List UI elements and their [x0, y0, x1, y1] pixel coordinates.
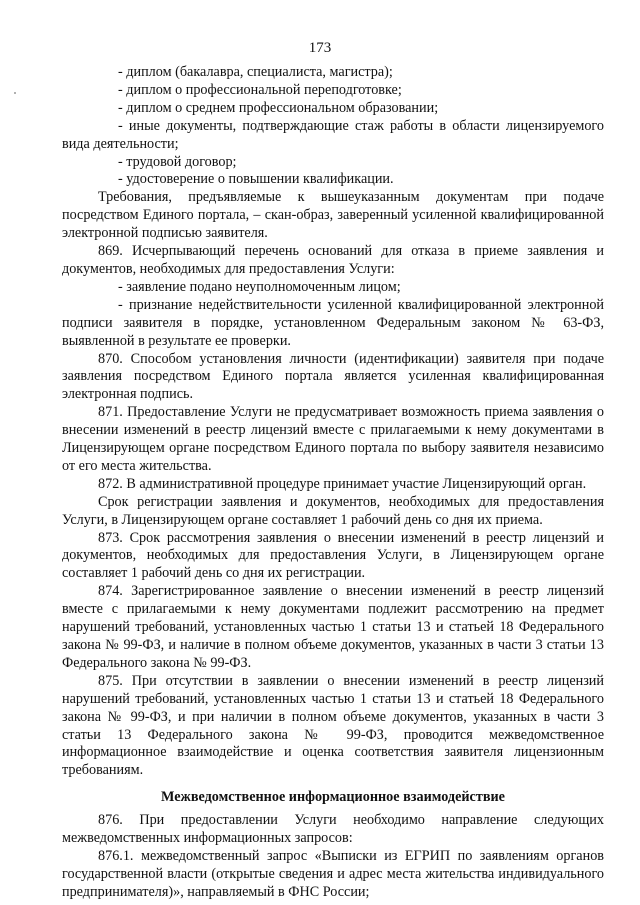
page-number: 173	[308, 40, 332, 56]
paragraph: 876.1. межведомственный запрос «Выписки из ЕГРИП по заявлениям органов государственной власти (открытые сведения и адрес места жительства индивидуального предпринимателя)», направляемый в ФНС России;	[62, 847, 604, 900]
paragraph: 874. Зарегистрированное заявление о внесении изменений в реестр лицензий вместе с прилагаемыми к нему документами подлежит рассмотрению на предмет нарушений требований, установленных частью 1 статьи 13 и статьей 18 Федерального закона № 99-ФЗ, и наличие в полном объеме документов, указанных в части 3 статьи 13 Федерального закона № 99-ФЗ.	[62, 583, 604, 671]
list-item: - диплом о профессиональной переподготовке;	[118, 81, 402, 98]
document-body	[62, 64, 604, 902]
list-item: - диплом (бакалавра, специалиста, магистра);	[118, 64, 393, 80]
list-item: - трудовой договор;	[118, 153, 237, 170]
paragraph: Срок регистрации заявления и документов, необходимых для предоставления Услуги, в Лицензирующем органе составляет 1 рабочий день со дня их приема.	[62, 493, 604, 528]
list-item: - удостоверение о повышении квалификации.	[118, 171, 394, 188]
paragraph: 870. Способом установления личности (идентификации) заявителя при подаче заявления посредством Единого портала является усиленная квалифицированная электронная подпись.	[62, 350, 604, 403]
paragraph: 871. Предоставление Услуги не предусматривает возможность приема заявления о внесении изменений в реестр лицензий вместе с прилагаемыми к нему документами в Лицензирующем органе посредством Единого портала по выбору заявителя независимо от его места жительства.	[62, 404, 604, 474]
section-heading: Межведомственное информационное взаимодействие	[161, 789, 505, 806]
list-item: - диплом о среднем профессиональном образовании;	[118, 99, 439, 116]
paragraph: Требования, предъявляемые к вышеуказанным документам при подаче посредством Единого портала, – скан-образ, заверенный усиленной квалифицированной электронной подписью заявителя.	[62, 189, 604, 242]
list-item: - иные документы, подтверждающие стаж работы в области лицензируемого вида деятельности;	[62, 117, 604, 152]
paragraph: 872. В административной процедуре принимает участие Лицензирующий орган.	[98, 475, 587, 492]
paragraph: 873. Срок рассмотрения заявления о внесении изменений в реестр лицензий и документов, необходимых для предоставления Услуги, в Лицензирующем органе составляет 1 рабочий день со дня их регистрации.	[62, 529, 604, 582]
list-item: - заявление подано неуполномоченным лицом;	[118, 278, 401, 295]
paragraph: 869. Исчерпывающий перечень оснований для отказа в приеме заявления и документов, необходимых для предоставления Услуги:	[62, 243, 604, 277]
paragraph: 876. При предоставлении Услуги необходимо направление следующих межведомственных информационных запросов:	[62, 812, 604, 847]
paragraph: 875. При отсутствии в заявлении о внесении изменений в реестр лицензий нарушений требований, установленных частью 1 статьи 13 и статьей 18 Федерального закона № 99-ФЗ, и при наличии в полном объеме документов, указанных в части 3 статьи 13 Федерального закона № 99-ФЗ, проводится межведомственное информационное взаимодействие и оценка соответствия заявителя лицензионным требованиям.	[62, 672, 604, 779]
list-item: - признание недействительности усиленной квалифицированной электронной подписи заявителя в порядке, установленном Федеральным законом № 63-ФЗ, выявленной в результате ее проверки.	[62, 296, 604, 349]
scan-artifact	[14, 92, 16, 94]
